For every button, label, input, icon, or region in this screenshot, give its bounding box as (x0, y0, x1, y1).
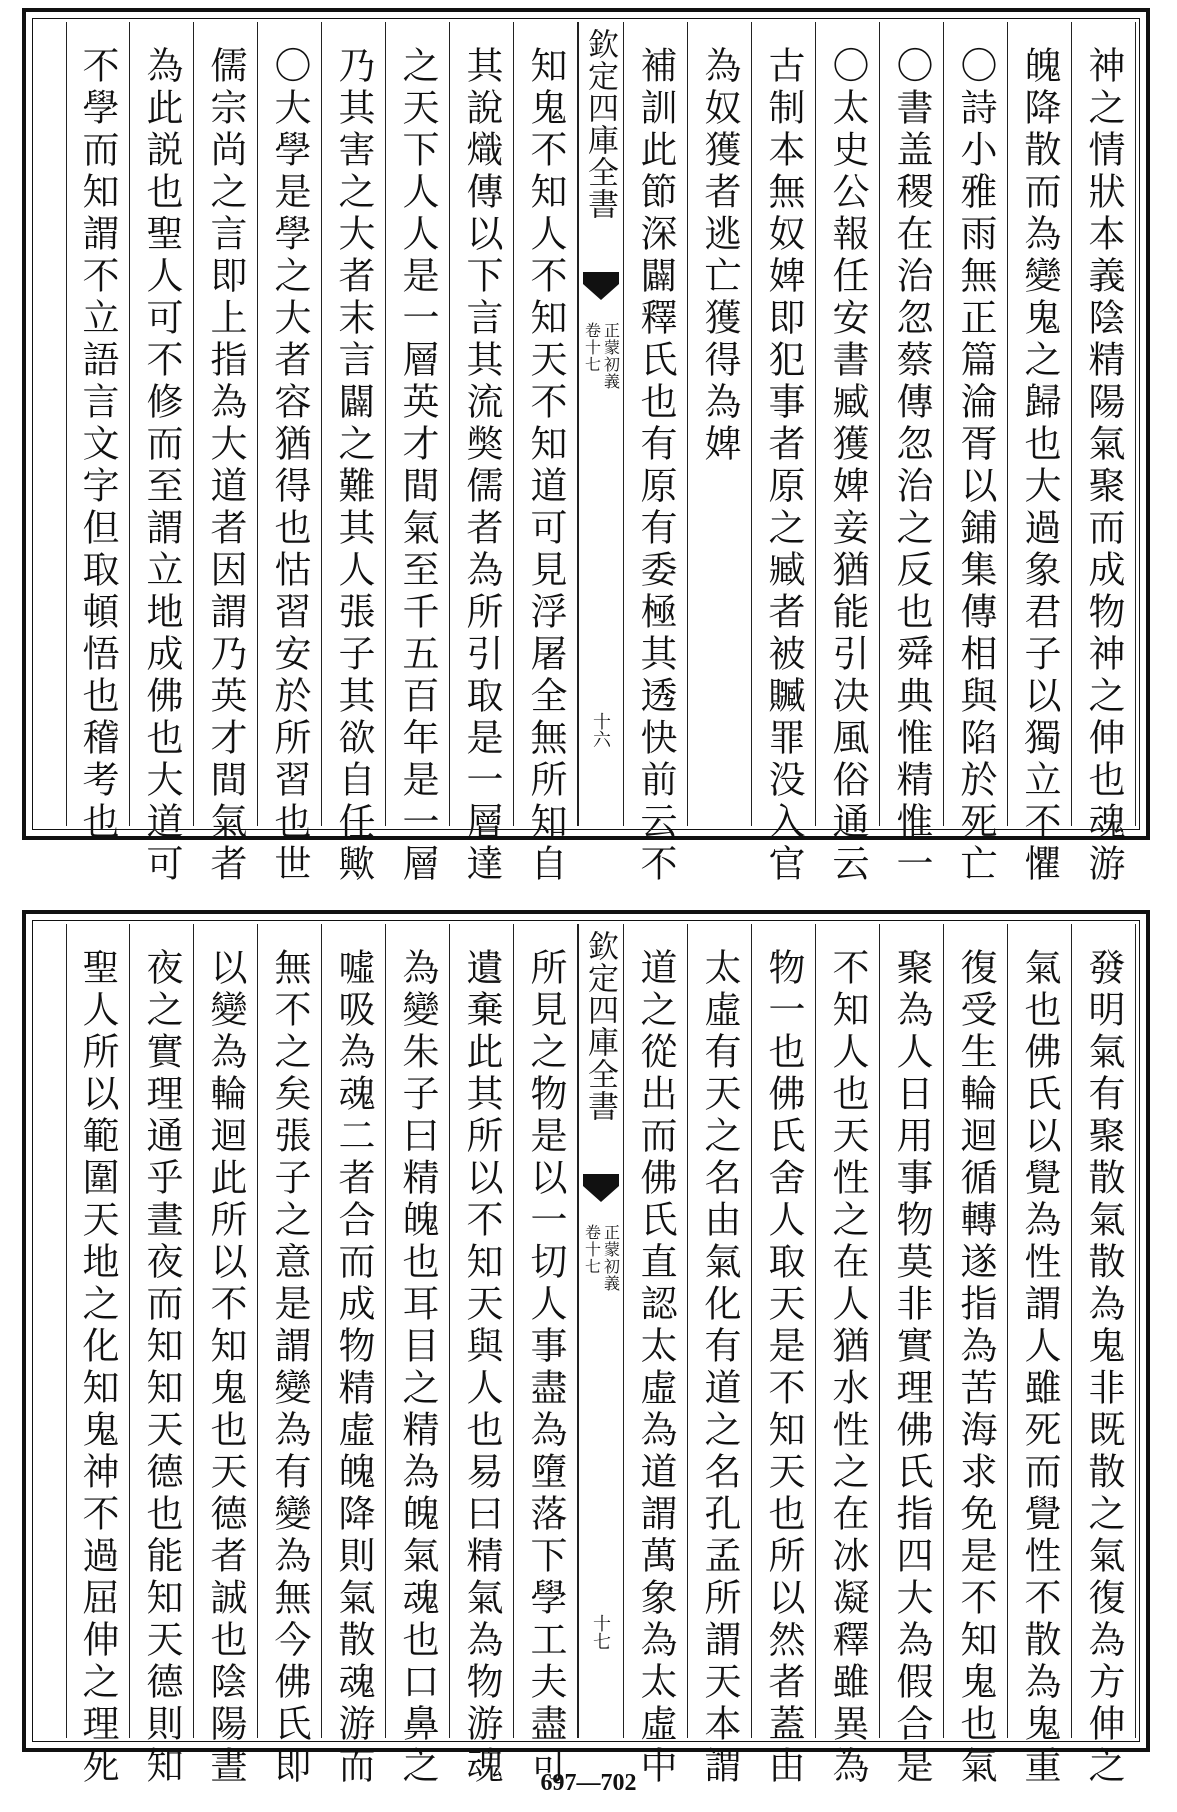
column-text: 物一也佛氏舍人取天是不知天也所以然者蓋由 (762, 948, 805, 1788)
book-info (579, 1224, 623, 1292)
text-column (944, 924, 1008, 1788)
page-number: 十七 (590, 1614, 611, 1650)
text-column (450, 924, 514, 1788)
text-column (624, 22, 688, 886)
column-text: 復受生輪迴循轉遂指為苦海求免是不知鬼也氣 (954, 948, 997, 1788)
text-column (130, 924, 194, 1788)
book-name: 正蒙初義 (601, 1224, 621, 1292)
text-column (752, 924, 816, 1788)
column-text: 發明氣有聚散氣散為鬼非既散之氣復為方伸之 (1082, 948, 1125, 1788)
column-text: 〇詩小雅雨無正篇淪胥以鋪集傳相與陷於死亡 (954, 46, 997, 886)
text-column (688, 22, 752, 826)
column-text: 知鬼不知人不知天不知道可見浮屠全無所知自 (524, 46, 567, 886)
column-text: 古制本無奴婢即犯事者原之臧者被贓罪没入官 (762, 46, 805, 886)
center-fold-column (578, 924, 624, 1738)
book-name: 正蒙初義 (601, 322, 621, 390)
column-text: 〇太史公報任安書臧獲婢妾猶能引决風俗通云 (826, 46, 869, 886)
text-column (816, 924, 880, 1788)
column-text: 之天下人人是一層英才間氣至千五百年是一層 (396, 46, 439, 886)
column-text: 神之情狀本義陰精陽氣聚而成物神之伸也魂游 (1082, 46, 1125, 886)
text-column (880, 22, 944, 886)
text-column (66, 924, 130, 1788)
column-text: 夜之實理通乎晝夜而知知天德也能知天德則知 (140, 948, 183, 1788)
scan-page-range: 697—702 (540, 1770, 637, 1796)
column-text: 魄降散而為變鬼之歸也大過象君子以獨立不懼 (1018, 46, 1061, 886)
text-column (816, 22, 880, 886)
column-text: 為此説也聖人可不修而至謂立地成佛也大道可 (140, 46, 183, 886)
text-column (194, 22, 258, 886)
column-text: 噓吸為魂二者合而成物精虛魄降則氣散魂游而 (332, 948, 375, 1788)
text-column (880, 924, 944, 1788)
volume-label: 卷十七 (582, 322, 602, 373)
upper-page (22, 8, 1150, 886)
text-column (1072, 22, 1136, 886)
text-column (688, 924, 752, 1788)
column-text: 太虛有天之名由氣化有道之名孔孟所謂天本謂 (698, 948, 741, 1788)
column-text: 道之從出而佛氏直認太虛為道謂萬象為太虛中 (634, 948, 677, 1788)
fishtail-mark (583, 272, 619, 302)
text-column (386, 22, 450, 886)
text-column (1008, 22, 1072, 886)
column-text: 遺棄此其所以不知天與人也易曰精氣為物游魂 (460, 948, 503, 1788)
text-column (944, 22, 1008, 886)
page-number: 十六 (590, 712, 611, 748)
text-column (514, 22, 578, 886)
text-column (386, 924, 450, 1788)
column-text: 所見之物是以一切人事盡為墮落下學工夫盡可 (524, 948, 567, 1788)
collection-title: 欽定四庫全書 (582, 28, 618, 220)
column-text: 為奴獲者逃亡獲得為婢 (698, 46, 741, 466)
text-column (258, 924, 322, 1788)
column-text: 補訓此節深闢釋氏也有原有委極其透快前云不 (634, 46, 677, 886)
text-column (322, 22, 386, 886)
fishtail-mark (583, 1174, 619, 1204)
text-column (130, 22, 194, 886)
text-column (450, 22, 514, 886)
column-text: 儒宗尚之言即上指為大道者因謂乃英才間氣者 (204, 46, 247, 886)
book-info (579, 322, 623, 390)
column-text: 聖人所以範圍天地之化知鬼神不過屈伸之理死 (76, 948, 119, 1788)
text-column (258, 22, 322, 886)
column-text: 不學而知謂不立語言文字但取頓悟也稽考也 (76, 46, 119, 844)
collection-title: 欽定四庫全書 (582, 930, 618, 1122)
text-column (514, 924, 578, 1788)
volume-label: 卷十七 (582, 1224, 602, 1275)
text-column (1072, 924, 1136, 1788)
column-text: 為變朱子曰精魄也耳目之精為魄氣魂也口鼻之 (396, 948, 439, 1788)
center-fold-column (578, 22, 624, 826)
text-column (66, 22, 130, 844)
column-text: 無不之矣張子之意是謂變為有變為無今佛氏即 (268, 948, 311, 1788)
column-text: 以變為輪迴此所以不知鬼也天德者誠也陰陽晝 (204, 948, 247, 1788)
column-text: 聚為人日用事物莫非實理佛氏指四大為假合是 (890, 948, 933, 1788)
text-column (624, 924, 688, 1788)
text-column (194, 924, 258, 1788)
column-text: 〇大學是學之大者容猶得也怙習安於所習也世 (268, 46, 311, 886)
column-text: 氣也佛氏以覺為性謂人雖死而覺性不散為鬼重 (1018, 948, 1061, 1788)
column-text: 乃其害之大者末言闢之難其人張子其欲自任歟 (332, 46, 375, 886)
column-text: 〇書盖稷在治忽蔡傳忽治之反也舜典惟精惟一 (890, 46, 933, 886)
text-column (322, 924, 386, 1788)
column-text: 不知人也天性之在人猶水性之在冰凝釋雖異為 (826, 948, 869, 1788)
column-text: 其說熾傳以下言其流獘儒者為所引取是一層達 (460, 46, 503, 886)
text-column (752, 22, 816, 886)
text-column (1008, 924, 1072, 1788)
